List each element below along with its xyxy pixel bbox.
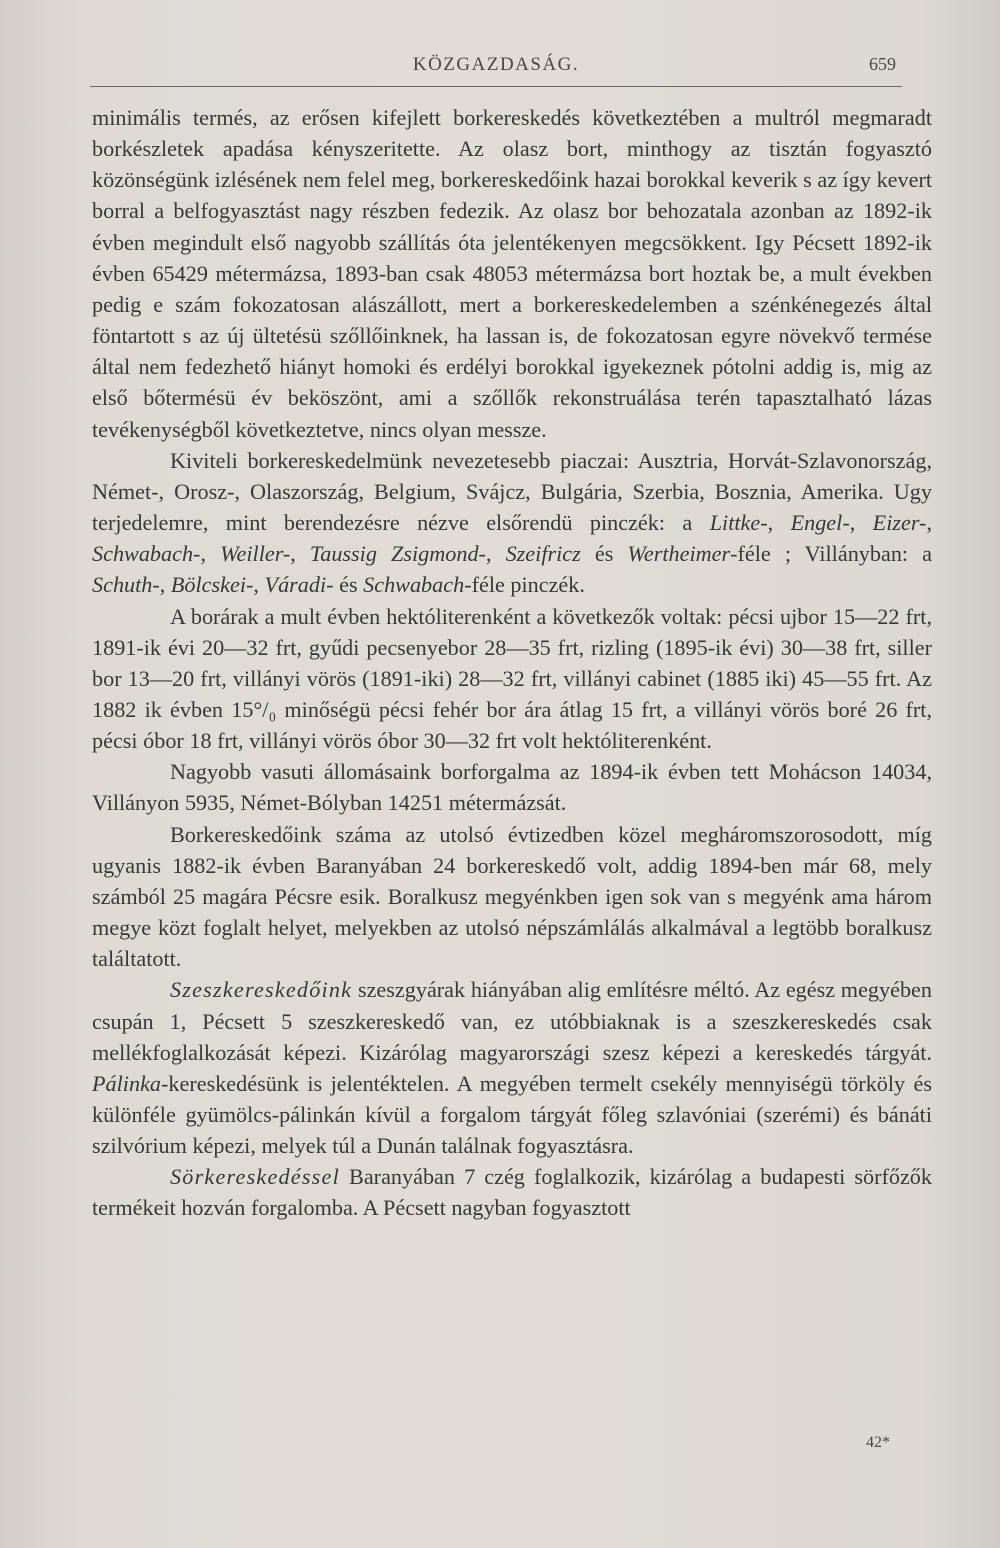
text-run: -féle pinczék. — [464, 572, 585, 598]
paragraph — [92, 756, 932, 818]
text-run: Baranyában 7 czég foglalkozik, kizárólag a budapesti sörfőzők termékeit hozván forgalomba. A Pécsett nagyban fogyasztott — [92, 1164, 932, 1221]
emphasized-term: Weiller- — [220, 541, 291, 567]
emphasized-term: Bölcskei- — [170, 572, 254, 598]
text-run: , — [926, 510, 932, 536]
emphasized-term: Wertheimer — [627, 541, 731, 567]
text-run: szeszgyárak hiányában alig említésre méltó. Az egész megyében csupán 1, Pécsett 5 szeszkereskedő van, ez utóbbiaknak is a szeszkereskedés csak mellékfoglalkozását képezi. Kizárólag magyarországi szesz képezi a kereskedés tárgyát. — [92, 977, 932, 1065]
running-title: KÖZGAZDASÁG. — [412, 54, 580, 75]
text-run: Kiviteli borkereskedelmünk nevezetesebb piaczai: Ausztria, Horvát-Szlavonország, Német-, Orosz-, Olaszország, Belgium, Svájcz, Bulgária, Szerbia, Bosznia, Amerika. Ugy terjedelemre, mint berendezésre nézve elsőrendü pinczék: a — [92, 447, 932, 536]
text-run: -féle ; Villányban: a — [730, 541, 933, 567]
emphasized-term: Schwabach — [363, 572, 465, 598]
text-run: Borkereskedőink száma az utolsó évtizedben közel megháromszorosodott, míg ugyanis 1882-ik évben Baranyában 24 borkereskedő volt, addig 1894-ben már 68, mely számból 25 magára Pécsre esik. Boralkusz megyénkben igen sok van s megyénk ama három megye közt foglalt helyet, melyekben az utolsó népszámlálás alkalmával a legtöbb boralkusz találtatott. — [92, 821, 932, 972]
emphasized-term: Littke- — [709, 510, 768, 536]
header-rule — [90, 86, 902, 87]
text-run: minimális termés, az erősen kifejlett borkereskedés következtében a multról megmaradt borkészletek apadása kényszeritette. Az olasz bort, minthogy az tisztán fogyasztó közönségünk izlésének nem felel meg, borkereskedőink hazai borokkal keverik s az így kevert borral a belfogyasztást nagy részben fedezik. Az olasz bor behozatala azonban az 1892-ik évben megindult első nagyobb szállítás óta jelentékenyen megcsökkent. Igy Pécsett 1892-ik évben 65429 métermázsa, 1893-ban csak 48053 métermázsa bort hoztak be, a mult években pedig e szám fokozatosan alászállott, mert a borkereskedelemben a szénkénegezés által föntartott s az új ültetésü szőllőinknek, ha lassan is, de fokozatosan egyre növekvő termése által nem fedezhető hiányt homoki és erdélyi borokkal igyekeznek pótolni addig is, mig az első bőtermésü év beköszönt, ami a szőllők rekonstruálása terén tapasztalható lázas tevékenységből következtetve, nincs olyan messze. — [92, 105, 932, 442]
paragraph — [92, 974, 932, 1161]
emphasized-term: Schwabach- — [92, 541, 201, 567]
emphasized-term: Engel- — [790, 510, 850, 536]
signature-mark: 42* — [866, 1434, 890, 1451]
emphasized-term: Szeszkereskedőink — [170, 977, 353, 1003]
paragraph — [92, 102, 932, 445]
text-run: és — [580, 541, 628, 567]
emphasized-term: Taussig Zsigmond- — [309, 541, 486, 567]
text-run: , — [290, 541, 310, 567]
text-run: , — [767, 510, 791, 536]
text-run: , — [253, 572, 265, 598]
page-header — [90, 48, 902, 88]
text-run: -kereskedésünk is jelentéktelen. A megyében termelt csekély mennyiségü törköly és különféle gyümölcs-pálinkán kívül a forgalom tárgyát főleg szlavóniai (szerémi) és bánáti szilvórium képezi, melyek túl a Dunán találnak fogyasztásra. — [92, 1070, 932, 1159]
paragraph — [92, 601, 932, 757]
text-run: Nagyobb vasuti állomásaink borforgalma az 1894-ik évben tett Mohácson 14034, Villányon 5935, Német-Bólyban 14251 métermázsát. — [92, 759, 932, 816]
emphasized-term: Váradi- — [264, 572, 334, 598]
text-run: , — [200, 541, 221, 567]
page-number: 659 — [869, 54, 896, 74]
paragraph — [92, 1161, 932, 1223]
emphasized-term: Pálinka — [92, 1070, 162, 1096]
emphasized-term: Schuth- — [92, 572, 160, 598]
text-run: és — [333, 572, 364, 598]
paragraph — [92, 445, 932, 601]
text-run: , — [159, 572, 171, 598]
text-run: , — [849, 510, 873, 536]
emphasized-term: Sörkereskedéssel — [170, 1164, 340, 1190]
body-text — [92, 102, 932, 1224]
paragraph — [92, 819, 932, 975]
text-run: , — [485, 541, 506, 567]
emphasized-term: Szeifricz — [505, 541, 581, 567]
emphasized-term: Eizer- — [872, 510, 927, 536]
text-run: A borárak a mult évben hektóliterenként a következők voltak: pécsi ujbor 15—22 frt, 1891-ik évi 20—32 frt, gyűdi pecsenyebor 28—35 frt, rizling (1895-ik évi) 30—38 frt, siller bor 13—20 frt, villányi vörös (1891-iki) 28—32 frt, villányi cabinet (1885 iki) 45—55 frt. Az 1882 ik évben 15°/₀ minőségü pécsi fehér bor ára átlag 15 frt, a villányi vörös boré 26 frt, pécsi óbor 18 frt, villányi vörös óbor 30—32 frt volt hektóliterenként. — [92, 603, 932, 754]
